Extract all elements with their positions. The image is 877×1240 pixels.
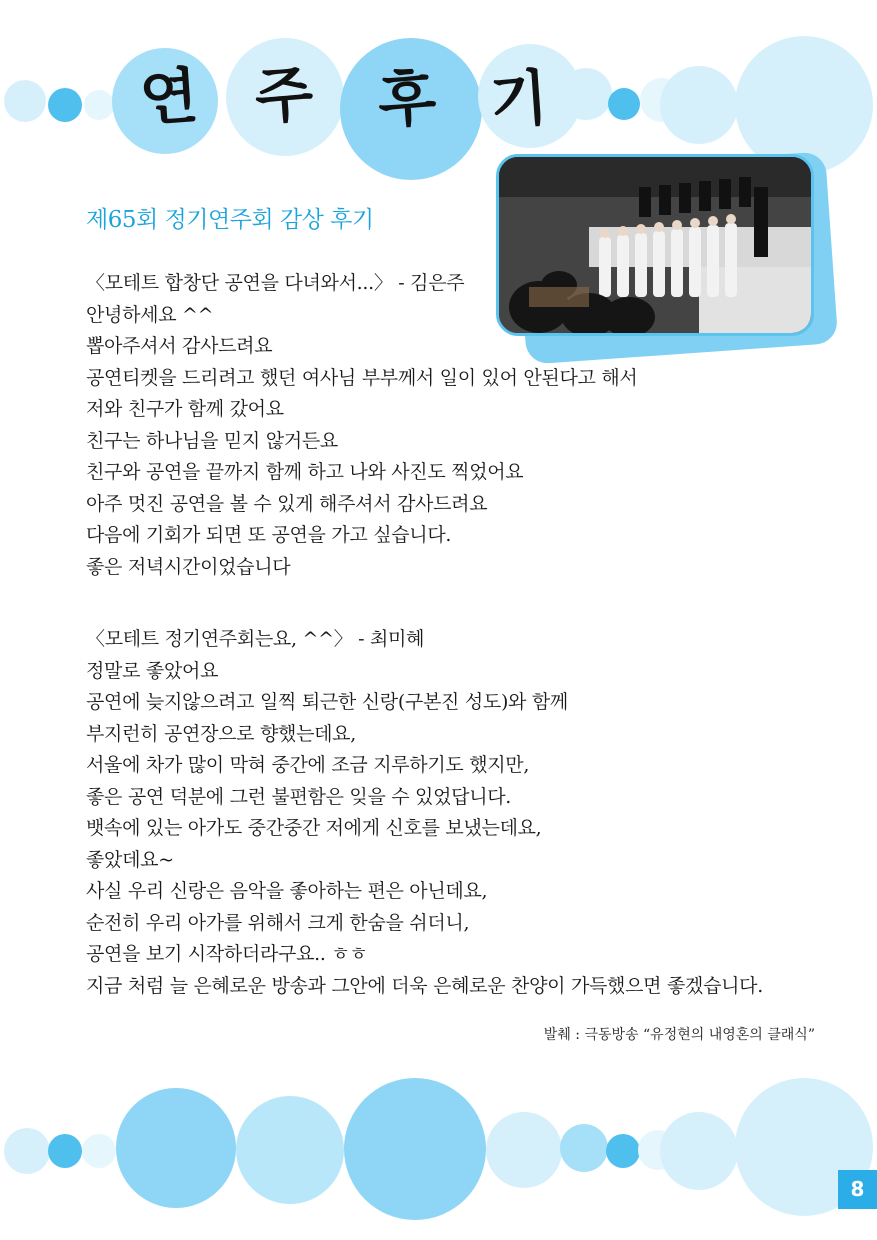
text-line: 좋은 저녁시간이었습니다 xyxy=(86,555,291,578)
title-char-1: 연 xyxy=(137,61,201,135)
text-line: 친구와 공연을 끝까지 함께 하고 나와 사진도 찍었어요 xyxy=(86,461,524,483)
text-line: 서울에 차가 많이 막혀 중간에 조금 지루하기도 했지만, xyxy=(86,754,530,776)
review-section-2 xyxy=(86,624,763,1002)
text-line: 좋았데요~ xyxy=(86,848,174,871)
text-line: 뽑아주셔서 감사드려요 xyxy=(86,335,273,357)
text-line: 좋은 공연 덕분에 그런 불편함은 잊을 수 있었답니다. xyxy=(86,785,512,808)
text-line: 친구는 하나님을 믿지 않거든요 xyxy=(86,429,338,452)
article-heading: 제65회 정기연주회 감상 후기 xyxy=(86,207,374,233)
page-number: 8 xyxy=(838,1170,877,1209)
text-line: 정말로 좋았어요 xyxy=(86,659,219,682)
text-line: 부지런히 공연장으로 향했는데요, xyxy=(86,722,356,745)
text-line: 뱃속에 있는 아가도 중간중간 저에게 신호를 보냈는데요, xyxy=(86,817,542,839)
review-1-title: 〈모테트 합창단 공연을 다녀와서...〉 - 김은주 xyxy=(86,272,465,294)
text-line: 공연티켓을 드리려고 했던 여사님 부부께서 일이 있어 안된다고 해서 xyxy=(86,366,638,389)
title-char-3: 후 xyxy=(375,63,439,137)
text-line: 순전히 우리 아가를 위해서 크게 한숨을 쉬더니, xyxy=(86,911,470,934)
review-2-title: 〈모테트 정기연주회는요, ^^〉 - 최미혜 xyxy=(86,628,425,650)
source-credit: 발췌 : 극동방송 “유정현의 내영혼의 클래식” xyxy=(543,1027,815,1043)
title-char-2: 주 xyxy=(252,59,316,133)
text-line: 공연에 늦지않으려고 일찍 퇴근한 신랑(구본진 성도)와 함께 xyxy=(86,691,568,713)
title-char-4: 기 xyxy=(487,63,551,137)
text-line: 지금 처럼 늘 은혜로운 방송과 그안에 더욱 은혜로운 찬양이 가득했으면 좋겠습니다. xyxy=(86,974,763,997)
text-line: 안녕하세요 ^^ xyxy=(86,303,214,326)
text-line: 다음에 기회가 되면 또 공연을 가고 싶습니다. xyxy=(86,524,452,546)
text-line: 아주 멋진 공연을 볼 수 있게 해주셔서 감사드려요 xyxy=(86,492,488,515)
text-line: 공연을 보기 시작하더라구요.. ㅎㅎ xyxy=(86,943,368,965)
text-line: 사실 우리 신랑은 음악을 좋아하는 편은 아닌데요, xyxy=(86,880,488,902)
text-line: 저와 친구가 함께 갔어요 xyxy=(86,398,284,420)
review-section-1 xyxy=(86,268,637,583)
